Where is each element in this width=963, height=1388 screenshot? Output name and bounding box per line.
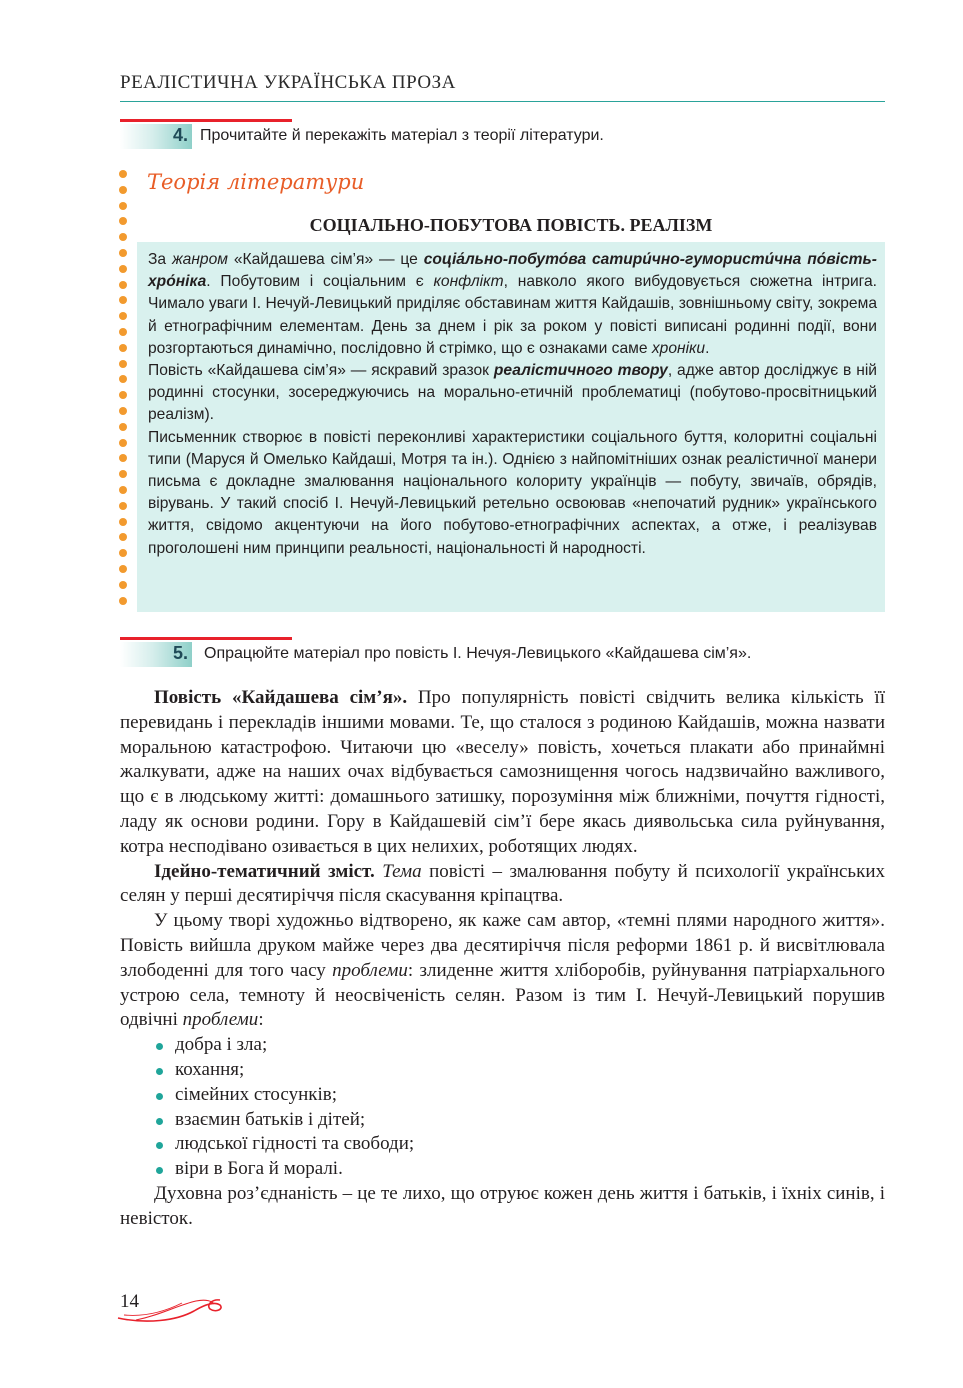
task-4-header: [120, 119, 890, 151]
term-genre: жанром: [171, 251, 228, 268]
body-paragraph-1: Повість «Кайдашева сім’я». Про популярність повісті свідчить велика кількість її перевидань і перекладів іншими мовами. Те, що сталося з родиною Кайдашів, можна назвати моральною катастрофою. Читаючи цю «веселу» повість, хочеться плакати або принаймні жалкувати, адже на наших очах відбувається самознищення чогось надзвичайно важливого, що є в людському житті: домашнього затишку, порозуміння між ближніми, почуття гідності, ладу як основи родини. Гору в Кайдашевій сім’ї бере якась диявольська сила руйнування, котра несподівано озивається в цих нелихих, роботящих людях.: [120, 687, 885, 857]
bullet-icon: [156, 1167, 163, 1174]
task-5-number-box: [120, 642, 192, 667]
swirl-ornament-icon: [116, 1291, 226, 1325]
decorative-dot: [119, 186, 127, 194]
section-heading-story: Повість «Кайдашева сім’я».: [154, 687, 408, 708]
decorative-dot: [119, 233, 127, 241]
main-text: [120, 686, 885, 1232]
decorative-dot: [119, 407, 127, 415]
bullet-icon: [156, 1093, 163, 1100]
body-paragraph-2: Ідейно-тематичний зміст. Тема повісті – змалювання побуту й психології українських селян у перші десятиріччя після скасування кріпацтва.: [120, 860, 885, 907]
term-theme: Тема: [382, 860, 422, 882]
theory-title: СОЦІАЛЬНО-ПОБУТОВА ПОВІСТЬ. РЕАЛІЗМ: [309, 215, 713, 235]
section-heading-theme: Ідейно-тематичний зміст.: [154, 860, 375, 882]
task-4-number-box: [120, 124, 192, 149]
task-5-number: 5.: [172, 643, 188, 663]
task-5-red-line: [120, 637, 292, 640]
task-4-number: 4.: [172, 125, 188, 145]
decorative-dot: [119, 217, 127, 225]
decorative-dot: [119, 439, 127, 447]
body-paragraph-4: Духовна роз’єднаність – це те лихо, що отруює кожен день життя і батьків, і їхніх синів, і невісток.: [120, 1182, 885, 1229]
decorative-dot: [119, 518, 127, 526]
term-genre-definition: соціа́льно-побуто́ва сатири́чно-гумористи́чна по́вість-хро́ніка: [148, 251, 877, 291]
decorative-dot: [119, 549, 127, 557]
decorative-dot: [119, 360, 127, 368]
decorative-dot: [119, 202, 127, 210]
list-item: добра і зла;: [154, 1033, 885, 1058]
decorative-dot: [119, 296, 127, 304]
list-item: сімейних стосунків;: [154, 1083, 885, 1108]
term-problems: проблеми: [332, 959, 408, 981]
decorative-dot: [119, 170, 127, 178]
theory-paragraph-1: За жанром «Кайдашева сім’я» — це соціа́льно-побуто́ва сатири́чно-гумористи́чна по́вість-хро́ніка. Побутовим і соціальним є конфлікт, навколо якого вибудовується сюжетна інтрига. Чимало уваги І. Нечуй-Левицький приділяє обставинам життя Кайдашів, зовнішньому світу, зокрема й етнографічним елементам. День за днем і рік за роком у повісті виписані родинні події, вони розгортаються динамічно, послідовно й стрімко, що є ознаками саме хроніки.: [148, 251, 877, 357]
problems-list: [120, 1033, 885, 1182]
decorative-dot: [119, 486, 127, 494]
decorative-dot: [119, 391, 127, 399]
decorative-dot: [119, 328, 127, 336]
body-paragraph-3: У цьому творі художньо відтворено, як каже сам автор, «темні плями народного життя». Повість вийшла друком майже через два десятиріччя після реформи 1861 р. й висвітлювала злободенні для того часу проблеми: злиденне життя хліборобів, руйнування патріархального устрою села, темноту й неосвіченість селян. Разом із тим І. Нечуй-Левицький порушив одвічні проблеми:: [120, 910, 885, 1031]
decorative-dot: [119, 533, 127, 541]
decorative-dot: [119, 597, 127, 605]
list-item: віри в Бога й моралі.: [154, 1157, 885, 1182]
task-5-text: Опрацюйте матеріал про повість І. Нечуя-Левицького «Кайдашева сім’я».: [204, 645, 752, 662]
task-4-text: Прочитайте й перекажіть матеріал з теорії літератури.: [200, 127, 604, 144]
theory-paragraph-2: Повість «Кайдашева сім’я» — яскравий зразок реалістичного твору, адже автор досліджує в ній родинні стосунки, зосереджуючись на морально-етичній проблематиці (побутово-просвітницький реалізм).: [148, 362, 878, 424]
decorative-dotted-line: [119, 170, 131, 612]
bullet-icon: [156, 1118, 163, 1125]
decorative-dot: [119, 470, 127, 478]
running-head: РЕАЛІСТИЧНА УКРАЇНСЬКА ПРОЗА: [120, 72, 456, 93]
decorative-dot: [119, 502, 127, 510]
bullet-icon: [156, 1068, 163, 1075]
theory-paragraph-3: Письменник створює в повісті переконливі характеристики соціального буття, колоритні соціальні типи (Маруся й Омелько Кайдаші, Мотря та ін.). Однією з найпомітніших ознак реалістичної манери письма є докладне змалювання національного колориту українців — побуту, звичаїв, обрядів, вірувань. У такий спосіб І. Нечуй-Левицький ретельно освоював «непочатий рудник» українського життя, свідомо акцентуючи на його побутово-етнографічних аспектах, а отже, і реалізував проголошені ним принципи реальності, національності й народності.: [148, 428, 877, 557]
decorative-dot: [119, 454, 127, 462]
decorative-dot: [119, 581, 127, 589]
decorative-dot: [119, 281, 127, 289]
decorative-dot: [119, 249, 127, 257]
bullet-icon: [156, 1142, 163, 1149]
bullet-icon: [156, 1043, 163, 1050]
decorative-dot: [119, 423, 127, 431]
term-conflict: конфлікт: [433, 273, 504, 291]
page-number: 14: [120, 1291, 139, 1312]
list-item: взаємин батьків і дітей;: [154, 1108, 885, 1133]
decorative-dot: [119, 344, 127, 352]
header-rule: [120, 101, 885, 102]
decorative-dot: [119, 375, 127, 383]
theory-box: [137, 242, 885, 612]
term-problems-2: проблеми: [182, 1009, 259, 1031]
term-chronicle: хроніки: [651, 339, 706, 357]
term-realistic-work: реалістичного твору: [493, 362, 668, 380]
theory-heading: Теорія літератури: [147, 170, 365, 194]
list-item: кохання;: [154, 1058, 885, 1083]
decorative-dot: [119, 265, 127, 273]
decorative-dot: [119, 312, 127, 320]
list-item: людської гідності та свободи;: [154, 1132, 885, 1157]
task-5-header: [120, 637, 890, 669]
task-4-red-line: [120, 119, 292, 122]
decorative-dot: [119, 565, 127, 573]
